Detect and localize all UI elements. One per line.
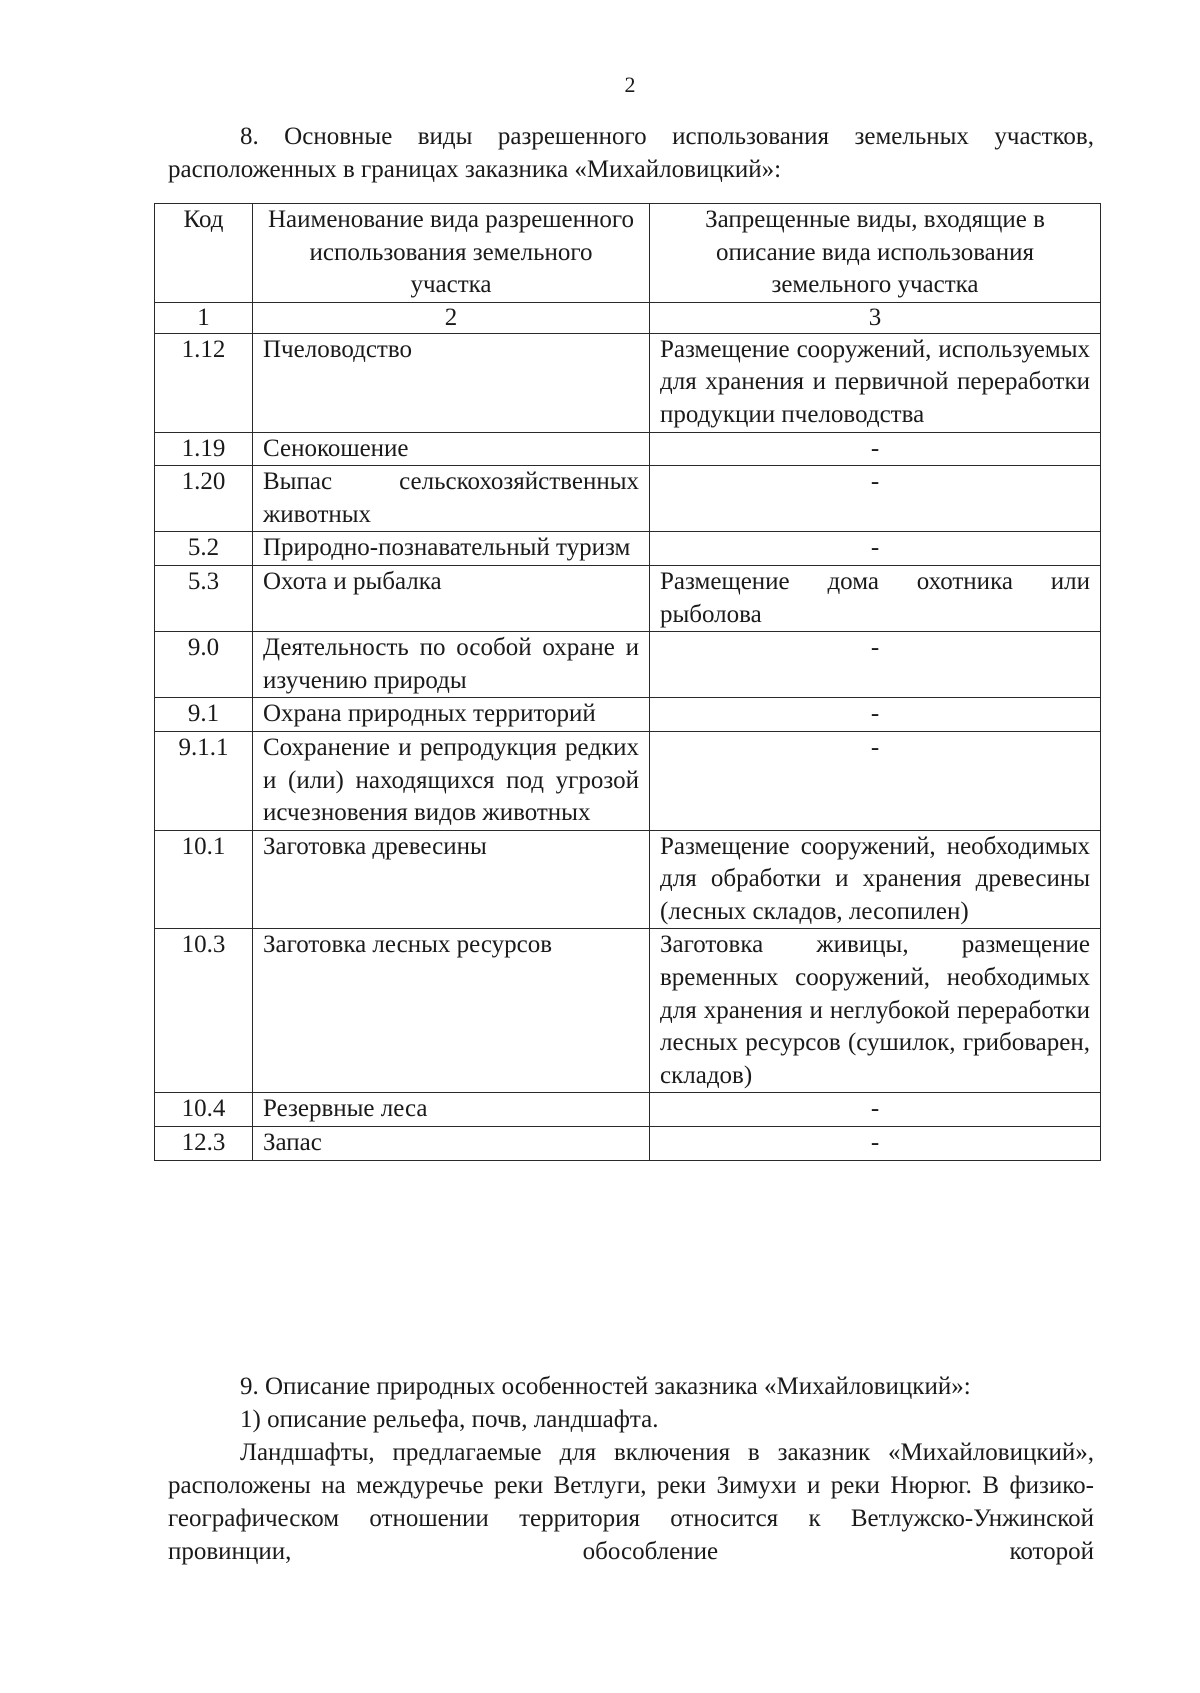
row-code: 9.1 <box>155 698 253 732</box>
row-code: 1.19 <box>155 432 253 466</box>
row-forbidden: - <box>650 1127 1101 1161</box>
row-name: Природно-познавательный туризм <box>253 532 650 566</box>
table-row <box>155 333 1101 432</box>
row-code: 5.2 <box>155 532 253 566</box>
row-code: 10.1 <box>155 830 253 929</box>
row-forbidden: - <box>650 731 1101 830</box>
row-forbidden: Размещение дома охотника или рыболова <box>650 565 1101 631</box>
row-name: Заготовка древесины <box>253 830 650 929</box>
table-row <box>155 632 1101 698</box>
table-row <box>155 1093 1101 1127</box>
row-code: 10.4 <box>155 1093 253 1127</box>
column-number: 2 <box>253 302 650 333</box>
row-name: Деятельность по особой охране и изучению природы <box>253 632 650 698</box>
table-row <box>155 565 1101 631</box>
row-code: 1.12 <box>155 333 253 432</box>
row-name: Резервные леса <box>253 1093 650 1127</box>
table-row <box>155 698 1101 732</box>
row-code: 10.3 <box>155 929 253 1093</box>
row-name: Выпас сельскохозяйственных животных <box>253 466 650 532</box>
row-forbidden: - <box>650 1093 1101 1127</box>
section-9 <box>168 1370 1094 1568</box>
column-number-row <box>155 302 1101 333</box>
table-row <box>155 532 1101 566</box>
table-row <box>155 731 1101 830</box>
table-row <box>155 929 1101 1093</box>
row-forbidden: - <box>650 698 1101 732</box>
row-code: 9.1.1 <box>155 731 253 830</box>
section-8-heading-line-1: 8. Основные виды разрешенного использования земельных участков, <box>240 123 1094 150</box>
header-name: Наименование вида разрешенного использования земельного участка <box>253 204 650 303</box>
row-name: Сохранение и репродукция редких и (или) находящихся под угрозой исчезновения видов животных <box>253 731 650 830</box>
row-name: Заготовка лесных ресурсов <box>253 929 650 1093</box>
section-8-heading-line-2: расположенных в границах заказника «Михайловицкий»: <box>168 156 782 183</box>
column-number: 1 <box>155 302 253 333</box>
section-9-heading: 9. Описание природных особенностей заказника «Михайловицкий»: <box>240 1373 971 1400</box>
table-row <box>155 432 1101 466</box>
row-name: Пчеловодство <box>253 333 650 432</box>
row-forbidden: Размещение сооружений, используемых для хранения и первичной переработки продукции пчеловодства <box>650 333 1101 432</box>
table-row <box>155 830 1101 929</box>
row-forbidden: - <box>650 466 1101 532</box>
section-9-subheading: 1) описание рельефа, почв, ландшафта. <box>240 1406 659 1433</box>
row-forbidden: - <box>650 432 1101 466</box>
row-name: Охрана природных территорий <box>253 698 650 732</box>
row-name: Запас <box>253 1127 650 1161</box>
row-name: Охота и рыбалка <box>253 565 650 631</box>
table-row <box>155 1127 1101 1161</box>
table-header-row <box>155 204 1101 303</box>
column-number: 3 <box>650 302 1101 333</box>
row-forbidden: Заготовка живицы, размещение временных сооружений, необходимых для хранения и неглубокой переработки лесных ресурсов (сушилок, грибоварен, складов) <box>650 929 1101 1093</box>
row-forbidden: - <box>650 632 1101 698</box>
row-name: Сенокошение <box>253 432 650 466</box>
header-forbidden: Запрещенные виды, входящие в описание вида использования земельного участка <box>650 204 1101 303</box>
row-code: 1.20 <box>155 466 253 532</box>
row-code: 9.0 <box>155 632 253 698</box>
page-number: 2 <box>624 72 636 97</box>
header-code: Код <box>155 204 253 303</box>
row-code: 5.3 <box>155 565 253 631</box>
row-forbidden: Размещение сооружений, необходимых для обработки и хранения древесины (лесных складов, лесопилен) <box>650 830 1101 929</box>
section-9-paragraph: Ландшафты, предлагаемые для включения в заказник «Михайловицкий», расположены на междуречье реки Ветлуги, реки Зимухи и реки Нюрюг. В физико-географическом отношении территория относится к Ветлужско-Унжинской провинции, обособление которой <box>168 1439 1094 1565</box>
row-code: 12.3 <box>155 1127 253 1161</box>
land-use-table <box>154 203 1101 1161</box>
row-forbidden: - <box>650 532 1101 566</box>
table-row <box>155 466 1101 532</box>
